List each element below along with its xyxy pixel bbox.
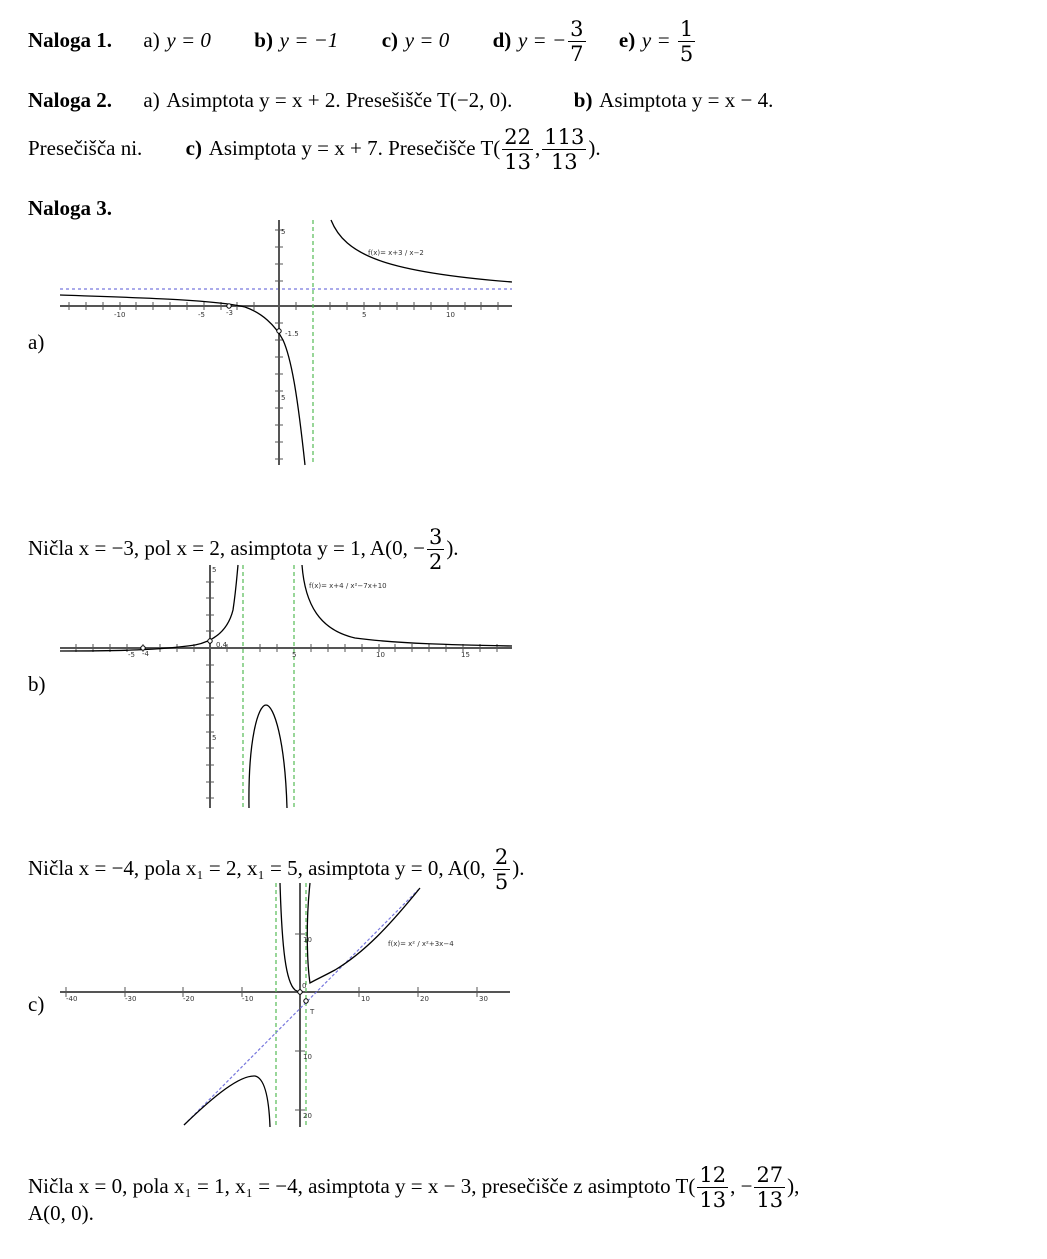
graph-c-desc-num1: 12	[699, 1163, 727, 1187]
n1-e-pre: y =	[641, 28, 676, 52]
n1-d-label: d)	[492, 28, 512, 52]
graph-c-desc-end: ),	[787, 1174, 800, 1198]
graph-b-desc-num: 2	[494, 845, 509, 869]
n2-b-label: b)	[573, 88, 593, 112]
graph-c-tick-y1: 10	[303, 936, 312, 944]
graph-c-tick-x6: 20	[420, 995, 429, 1003]
graph-c-tick-x4: -10	[242, 995, 254, 1003]
graph-c-ticks	[66, 934, 477, 1110]
naloga-2-title: Naloga 2.	[28, 88, 112, 112]
graph-b-tick-x4: 15	[461, 651, 470, 659]
n1-b-eq: y = −1	[279, 28, 339, 52]
n1-c-eq: y = 0	[404, 28, 450, 52]
graph-c-desc-frac1	[697, 1163, 728, 1212]
graph-a-desc-den: 2	[428, 550, 443, 574]
n1-e-num: 1	[679, 17, 694, 41]
graph-b-tick-x3: 10	[376, 651, 385, 659]
graph-c-point-0: 0	[302, 982, 307, 990]
graph-a-tick-x3: 5	[362, 311, 367, 319]
n2-b-text: Asimptota y = x − 4.	[599, 88, 774, 112]
graph-a-tick-x2: -5	[198, 311, 205, 319]
graph-c-t-point	[304, 999, 308, 1003]
graph-b-tick-y1: 5	[212, 566, 217, 574]
graph-b-label: b)	[28, 672, 46, 696]
n1-e-den: 5	[679, 42, 694, 66]
graph-b-desc-den: 5	[494, 870, 509, 894]
graph-a-point-y: -1.5	[285, 330, 299, 338]
n1-e-label: e)	[618, 28, 636, 52]
graph-c-desc-frac2	[754, 1163, 785, 1212]
graph-c-desc-den2: 13	[756, 1188, 784, 1212]
n1-b-label: b)	[254, 28, 273, 52]
graph-c-func-label: f(x)= x² / x²+3x−4	[388, 940, 454, 948]
n1-d-num: 3	[570, 17, 584, 41]
graph-c-tick-y2: 10	[303, 1053, 312, 1061]
graph-a-desc-num: 3	[428, 525, 443, 549]
n2-c-text: Asimptota y = x + 7. Presečišče T(	[208, 136, 501, 160]
graph-a-func-label: f(x)= x+3 / x−2	[368, 249, 424, 257]
graph-c-oblique-asymptote	[184, 888, 420, 1125]
graph-c-point-t: T	[310, 1008, 315, 1016]
n2-c-den2: 13	[550, 150, 578, 174]
graph-c-curve-middle	[280, 883, 302, 992]
graph-c-origin-point	[298, 990, 302, 994]
graph-b-func-label: f(x)= x+4 / x²−7x+10	[309, 582, 387, 590]
graph-c-desc-text: Ničla x = 0, pola x₁ = 1, x₁ = −4, asimptota y = x − 3, presečišče z asimptoto T(	[28, 1174, 696, 1198]
n2-c-num1: 22	[504, 125, 532, 149]
graph-c-desc-line2: A(0, 0).	[28, 1201, 94, 1225]
graph-b-point-x: -4	[142, 650, 149, 658]
graph-b-desc-text: Ničla x = −4, pola x₁ = 2, x₁ = 5, asimptota y = 0, A(0,	[28, 856, 491, 880]
graph-c-curve-right	[307, 883, 420, 983]
n1-c-label: c)	[381, 28, 399, 52]
n1-d-den: 7	[570, 42, 584, 66]
graph-c-desc-den1: 13	[699, 1188, 727, 1212]
n1-d-pre: y = −	[517, 28, 567, 52]
graph-b-tick-x1: -5	[128, 651, 135, 659]
graph-b-point-y: 0.4	[216, 641, 228, 649]
graph-c-desc-num2: 27	[756, 1163, 784, 1187]
graph-c-tick-y3: 20	[303, 1112, 312, 1120]
n2-c-num2: 113	[544, 125, 585, 149]
n2-c-label: c)	[185, 136, 202, 160]
graph-c-description-line2	[28, 1200, 94, 1226]
graph-a-point-x: -3	[226, 309, 233, 317]
graph-c-tick-x2: -30	[125, 995, 137, 1003]
naloga-3-title: Naloga 3.	[28, 196, 112, 220]
graph-a-label: a)	[28, 330, 45, 354]
graph-c-tick-x5: 10	[361, 995, 370, 1003]
n2-c-end: ).	[588, 136, 601, 160]
graph-c-label: c)	[28, 992, 45, 1016]
graph-a-tick-x4: 10	[446, 311, 455, 319]
graph-a-tick-y2: 5	[281, 394, 286, 402]
graph-b-tick-x2: 5	[292, 651, 297, 659]
graph-c-curve-left	[184, 1076, 270, 1127]
n2-a-text: Asimptota y = x + 2. Presešišče T(−2, 0).	[166, 88, 513, 112]
graph-a-tick-y1: 5	[281, 228, 286, 236]
graph-a-desc-end: ).	[446, 536, 459, 560]
n2-line2-start: Presečišča ni.	[28, 136, 143, 160]
graph-b-desc-end: ).	[512, 856, 525, 880]
graph-c-desc-comma: , −	[730, 1174, 753, 1198]
n2-a-label: a)	[143, 88, 160, 112]
graph-c-tick-x7: 30	[479, 995, 488, 1003]
graph-a-tick-x1: -10	[114, 311, 126, 319]
n1-a-label: a)	[143, 28, 160, 52]
n2-c-comma: ,	[535, 136, 541, 160]
graph-b-tick-y2: 5	[212, 734, 217, 742]
graph-c-description	[28, 1163, 799, 1212]
n1-a-eq: y = 0	[166, 28, 211, 52]
graph-c-tick-x3: -20	[183, 995, 195, 1003]
n2-c-den1: 13	[504, 150, 532, 174]
graph-a-desc-text: Ničla x = −3, pol x = 2, asimptota y = 1, A(0, −	[28, 536, 425, 560]
graph-c-tick-x1: -40	[66, 995, 78, 1003]
naloga-1-title: Naloga 1.	[28, 28, 112, 52]
